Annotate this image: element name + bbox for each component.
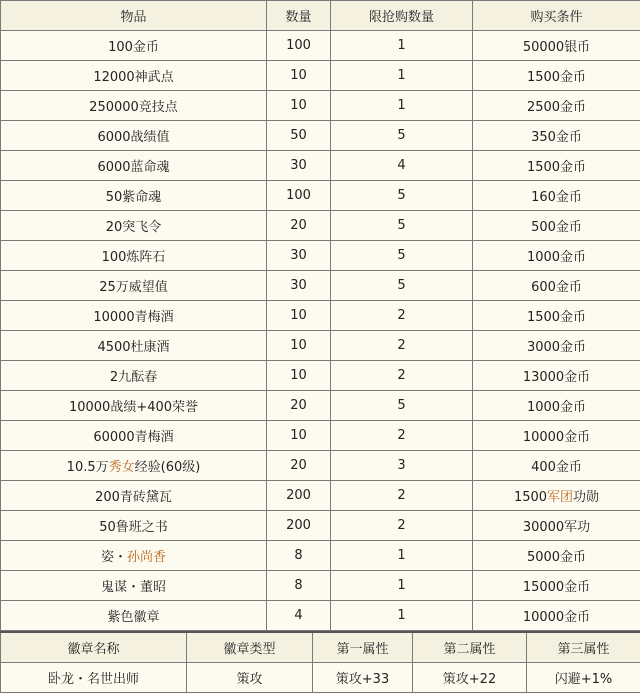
item-name-text: 200青砖黛瓦: [95, 490, 172, 505]
item-name: [1, 61, 267, 91]
item-name-text: 20突飞令: [105, 220, 162, 235]
item-condition: [473, 211, 640, 241]
item-condition: [473, 61, 640, 91]
item-condition-text: 50000银币: [522, 40, 591, 55]
item-quantity: 50: [267, 121, 331, 151]
item-name: [1, 571, 267, 601]
badge-attr-1: 策攻+33: [313, 662, 413, 692]
item-condition: [473, 151, 640, 181]
header-badge-type: 徽章类型: [187, 632, 313, 662]
table-row: [1, 481, 640, 511]
item-name: [1, 31, 267, 61]
item-condition: [473, 601, 640, 631]
item-quantity: 10: [267, 331, 331, 361]
item-purchase-limit: 1: [331, 541, 473, 571]
item-name-text: 经验(60级): [134, 460, 201, 475]
badge-header-row: [1, 632, 640, 662]
item-purchase-limit: 1: [331, 91, 473, 121]
item-condition-text: 1500金币: [526, 160, 587, 175]
item-name: [1, 241, 267, 271]
item-purchase-limit: 1: [331, 31, 473, 61]
table-row: [1, 511, 640, 541]
item-condition-text: 30000军功: [522, 520, 591, 535]
item-purchase-limit: 2: [331, 511, 473, 541]
item-purchase-limit: 1: [331, 571, 473, 601]
item-name-text: 秀女: [108, 460, 135, 475]
badge-attr-2: 策攻+22: [413, 662, 527, 692]
item-condition-text: 1500金币: [526, 310, 587, 325]
item-name-text: 250000竞技点: [89, 100, 178, 115]
item-name: [1, 361, 267, 391]
badge-row: [1, 662, 640, 692]
item-purchase-limit: 2: [331, 301, 473, 331]
item-condition: [473, 481, 640, 511]
badge-table: [0, 631, 640, 693]
item-condition-text: 5000金币: [526, 550, 587, 565]
item-condition: [473, 301, 640, 331]
item-condition-text: 160金币: [531, 190, 582, 205]
table-row: [1, 421, 640, 451]
item-name-text: 100金币: [108, 40, 159, 55]
item-quantity: 10: [267, 301, 331, 331]
table-row: [1, 271, 640, 301]
item-quantity: 20: [267, 451, 331, 481]
item-quantity: 100: [267, 181, 331, 211]
header-item: 物品: [1, 1, 267, 31]
item-condition-text: 1000金币: [526, 400, 587, 415]
item-name-text: 2九酝春: [109, 370, 158, 385]
item-condition: [473, 31, 640, 61]
item-name-text: 鬼谋・董昭: [100, 580, 166, 595]
item-condition-text: 10000金币: [522, 430, 591, 445]
item-purchase-limit: 5: [331, 241, 473, 271]
item-quantity: 30: [267, 151, 331, 181]
item-condition: [473, 331, 640, 361]
item-name-text: 10000青梅酒: [93, 310, 174, 325]
header-purchase-limit: 限抢购数量: [331, 1, 473, 31]
item-purchase-limit: 5: [331, 181, 473, 211]
item-purchase-limit: 5: [331, 271, 473, 301]
table-row: [1, 121, 640, 151]
item-purchase-limit: 4: [331, 151, 473, 181]
item-purchase-limit: 5: [331, 211, 473, 241]
item-name: [1, 151, 267, 181]
table-row: [1, 91, 640, 121]
item-condition-text: 2500金币: [526, 100, 587, 115]
table-row: [1, 571, 640, 601]
item-quantity: 200: [267, 511, 331, 541]
table-row: [1, 31, 640, 61]
item-name: [1, 301, 267, 331]
item-name-text: 6000战绩值: [97, 130, 170, 145]
item-name-text: 紫色徽章: [107, 610, 160, 625]
item-quantity: 4: [267, 601, 331, 631]
item-name: [1, 181, 267, 211]
item-name-text: 4500杜康酒: [97, 340, 170, 355]
item-name-text: 12000神武点: [93, 70, 174, 85]
item-condition-text: 功勋: [573, 490, 600, 505]
item-name: [1, 211, 267, 241]
table-row: [1, 301, 640, 331]
item-purchase-limit: 3: [331, 451, 473, 481]
item-name: [1, 331, 267, 361]
table-row: [1, 361, 640, 391]
item-condition-text: 10000金币: [522, 610, 591, 625]
item-condition: [473, 91, 640, 121]
item-name-text: 25万威望值: [99, 280, 168, 295]
item-purchase-limit: 5: [331, 121, 473, 151]
table-row: [1, 331, 640, 361]
item-condition-text: 军团: [547, 490, 574, 505]
item-condition: [473, 271, 640, 301]
item-condition: [473, 451, 640, 481]
item-condition: [473, 121, 640, 151]
item-quantity: 200: [267, 481, 331, 511]
item-condition: [473, 181, 640, 211]
badge-type: 策攻: [187, 662, 313, 692]
item-name-text: 10.5万: [66, 460, 109, 475]
item-condition: [473, 241, 640, 271]
item-name: [1, 121, 267, 151]
item-purchase-limit: 1: [331, 61, 473, 91]
item-quantity: 30: [267, 271, 331, 301]
item-quantity: 20: [267, 391, 331, 421]
item-purchase-limit: 2: [331, 361, 473, 391]
header-attr-3: 第三属性: [527, 632, 640, 662]
badge-name: 卧龙・名世出师: [1, 662, 187, 692]
table-row: [1, 241, 640, 271]
shop-header-row: [1, 1, 640, 31]
item-condition-text: 1500: [513, 490, 548, 505]
item-quantity: 20: [267, 211, 331, 241]
item-condition-text: 1000金币: [526, 250, 587, 265]
item-name-text: 10000战绩+400荣誉: [68, 400, 199, 415]
item-name-text: 姿・: [100, 550, 127, 565]
item-name: [1, 511, 267, 541]
item-name-text: 孙尚香: [127, 550, 167, 565]
header-badge-name: 徽章名称: [1, 632, 187, 662]
table-row: [1, 541, 640, 571]
item-condition-text: 600金币: [531, 280, 582, 295]
item-condition-text: 13000金币: [522, 370, 591, 385]
item-condition: [473, 541, 640, 571]
item-condition: [473, 421, 640, 451]
item-name: [1, 91, 267, 121]
table-row: [1, 61, 640, 91]
item-condition-text: 1500金币: [526, 70, 587, 85]
item-quantity: 10: [267, 421, 331, 451]
item-condition-text: 400金币: [531, 460, 582, 475]
item-quantity: 30: [267, 241, 331, 271]
item-name-text: 60000青梅酒: [93, 430, 174, 445]
badge-attr-3: 闪避+1%: [527, 662, 640, 692]
table-row: [1, 151, 640, 181]
table-row: [1, 451, 640, 481]
item-name-text: 100炼阵石: [101, 250, 166, 265]
item-name-text: 6000蓝命魂: [97, 160, 170, 175]
item-condition: [473, 511, 640, 541]
item-name: [1, 541, 267, 571]
table-row: [1, 601, 640, 631]
item-condition: [473, 571, 640, 601]
header-condition: 购买条件: [473, 1, 640, 31]
item-quantity: 10: [267, 361, 331, 391]
item-name: [1, 601, 267, 631]
header-quantity: 数量: [267, 1, 331, 31]
item-condition: [473, 361, 640, 391]
item-quantity: 10: [267, 61, 331, 91]
table-row: [1, 391, 640, 421]
item-purchase-limit: 2: [331, 331, 473, 361]
item-name: [1, 451, 267, 481]
item-purchase-limit: 2: [331, 481, 473, 511]
item-condition-text: 350金币: [531, 130, 582, 145]
item-name: [1, 391, 267, 421]
item-name-text: 50紫命魂: [105, 190, 162, 205]
item-quantity: 8: [267, 541, 331, 571]
item-name: [1, 481, 267, 511]
item-quantity: 10: [267, 91, 331, 121]
item-name-text: 50鲁班之书: [99, 520, 168, 535]
item-quantity: 100: [267, 31, 331, 61]
table-row: [1, 181, 640, 211]
item-name: [1, 421, 267, 451]
item-condition: [473, 391, 640, 421]
header-attr-2: 第二属性: [413, 632, 527, 662]
item-purchase-limit: 1: [331, 601, 473, 631]
item-condition-text: 500金币: [531, 220, 582, 235]
header-attr-1: 第一属性: [313, 632, 413, 662]
item-condition-text: 3000金币: [526, 340, 587, 355]
item-purchase-limit: 2: [331, 421, 473, 451]
table-row: [1, 211, 640, 241]
item-name: [1, 271, 267, 301]
item-quantity: 8: [267, 571, 331, 601]
item-condition-text: 15000金币: [522, 580, 591, 595]
item-purchase-limit: 5: [331, 391, 473, 421]
